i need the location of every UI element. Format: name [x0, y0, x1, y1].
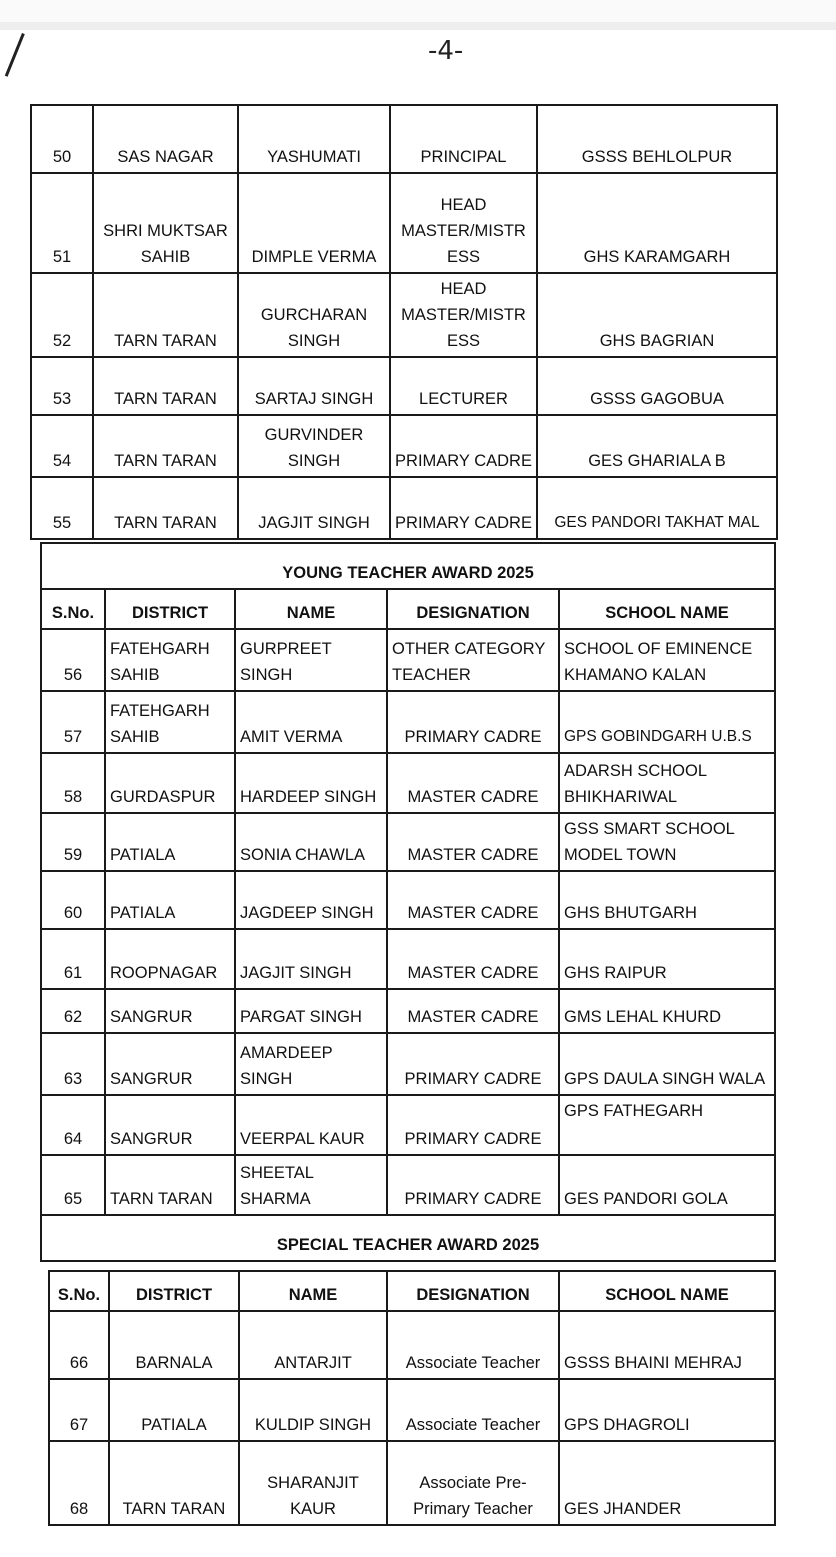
table-row [41, 629, 775, 691]
cell-district: SANGRUR [105, 1033, 235, 1095]
table-body [49, 1271, 775, 1525]
cell-designation: PRIMARY CADRE [390, 477, 537, 539]
cell-school: GMS LEHAL KHURD [559, 989, 775, 1033]
cell-sno: 58 [41, 753, 105, 813]
cell-name: GURVINDER SINGH [238, 415, 390, 477]
table-body [41, 543, 775, 1261]
cell-name: YASHUMATI [238, 105, 390, 173]
cell-school: GES JHANDER [559, 1441, 775, 1525]
cell-sno: 51 [31, 173, 93, 273]
header-name: NAME [235, 589, 387, 629]
cell-district: ROOPNAGAR [105, 929, 235, 989]
header-row [41, 589, 775, 629]
cell-district: PATIALA [109, 1379, 239, 1441]
cell-school: GHS RAIPUR [559, 929, 775, 989]
cell-district: SAS NAGAR [93, 105, 238, 173]
cell-district: GURDASPUR [105, 753, 235, 813]
cell-designation: Associate Teacher [387, 1311, 559, 1379]
cell-sno: 68 [49, 1441, 109, 1525]
cell-sno: 59 [41, 813, 105, 871]
table-row [31, 357, 777, 415]
cell-sno: 64 [41, 1095, 105, 1155]
table-row [41, 929, 775, 989]
cell-sno: 55 [31, 477, 93, 539]
cell-school: GPS FATHEGARH [559, 1095, 775, 1155]
cell-district: TARN TARAN [93, 357, 238, 415]
cell-school: GES PANDORI GOLA [559, 1155, 775, 1215]
cell-designation: PRIMARY CADRE [387, 691, 559, 753]
top-bar [0, 0, 836, 22]
table-row [41, 691, 775, 753]
cell-designation: HEAD MASTER/MISTR ESS [390, 273, 537, 357]
cell-school: GSS SMART SCHOOL MODEL TOWN [559, 813, 775, 871]
cell-school: GHS BAGRIAN [537, 273, 777, 357]
table-row [49, 1311, 775, 1379]
cell-district: SHRI MUKTSAR SAHIB [93, 173, 238, 273]
cell-district: FATEHGARH SAHIB [105, 629, 235, 691]
page-number: -4- [428, 36, 464, 66]
cell-school: GPS DHAGROLI [559, 1379, 775, 1441]
cell-designation: MASTER CADRE [387, 871, 559, 929]
header-district: DISTRICT [109, 1271, 239, 1311]
table-row [41, 1095, 775, 1155]
cell-name: VEERPAL KAUR [235, 1095, 387, 1155]
cell-name: GURCHARAN SINGH [238, 273, 390, 357]
header-row [49, 1271, 775, 1311]
cell-designation: LECTURER [390, 357, 537, 415]
cell-designation: PRIMARY CADRE [387, 1095, 559, 1155]
cell-school: GSSS BEHLOLPUR [537, 105, 777, 173]
cell-sno: 53 [31, 357, 93, 415]
header-district: DISTRICT [105, 589, 235, 629]
cell-name: JAGJIT SINGH [238, 477, 390, 539]
young-teacher-award-table [40, 542, 776, 1262]
cell-sno: 61 [41, 929, 105, 989]
cell-sno: 50 [31, 105, 93, 173]
cell-designation: OTHER CATEGORY TEACHER [387, 629, 559, 691]
cell-sno: 57 [41, 691, 105, 753]
cell-sno: 65 [41, 1155, 105, 1215]
header-sno: S.No. [49, 1271, 109, 1311]
cell-designation: MASTER CADRE [387, 989, 559, 1033]
cell-sno: 52 [31, 273, 93, 357]
cell-designation: PRIMARY CADRE [390, 415, 537, 477]
cell-name: DIMPLE VERMA [238, 173, 390, 273]
cell-sno: 66 [49, 1311, 109, 1379]
table-row [31, 477, 777, 539]
table-row [31, 105, 777, 173]
cell-name: SONIA CHAWLA [235, 813, 387, 871]
cell-district: PATIALA [105, 813, 235, 871]
table-row [41, 753, 775, 813]
cell-district: TARN TARAN [109, 1441, 239, 1525]
special-teacher-award-table [48, 1270, 776, 1526]
cell-district: TARN TARAN [93, 273, 238, 357]
cell-name: ANTARJIT [239, 1311, 387, 1379]
cell-school: SCHOOL OF EMINENCE KHAMANO KALAN [559, 629, 775, 691]
cell-school: GHS BHUTGARH [559, 871, 775, 929]
cell-designation: PRIMARY CADRE [387, 1033, 559, 1095]
cell-name: KULDIP SINGH [239, 1379, 387, 1441]
header-designation: DESIGNATION [387, 589, 559, 629]
cell-school: GES GHARIALA B [537, 415, 777, 477]
cell-name: AMIT VERMA [235, 691, 387, 753]
cell-sno: 62 [41, 989, 105, 1033]
margin-pen-mark [5, 33, 25, 77]
cell-designation: MASTER CADRE [387, 813, 559, 871]
table-row [31, 415, 777, 477]
cell-name: PARGAT SINGH [235, 989, 387, 1033]
cell-district: TARN TARAN [93, 477, 238, 539]
cell-school: GHS KARAMGARH [537, 173, 777, 273]
cell-designation: HEAD MASTER/MISTR ESS [390, 173, 537, 273]
cell-name: JAGJIT SINGH [235, 929, 387, 989]
table-row [41, 1155, 775, 1215]
cell-sno: 63 [41, 1033, 105, 1095]
table-row [49, 1441, 775, 1525]
cell-school: GPS GOBINDGARH U.B.S [559, 691, 775, 753]
cell-name: SHEETAL SHARMA [235, 1155, 387, 1215]
cell-school: GSSS BHAINI MEHRAJ [559, 1311, 775, 1379]
cell-school: GSSS GAGOBUA [537, 357, 777, 415]
cell-school: GPS DAULA SINGH WALA [559, 1033, 775, 1095]
table-row [41, 989, 775, 1033]
cell-name: GURPREET SINGH [235, 629, 387, 691]
cell-district: FATEHGARH SAHIB [105, 691, 235, 753]
cell-sno: 54 [31, 415, 93, 477]
table-row [41, 1033, 775, 1095]
cell-district: SANGRUR [105, 989, 235, 1033]
cell-school: GES PANDORI TAKHAT MAL [537, 477, 777, 539]
cell-designation: MASTER CADRE [387, 929, 559, 989]
award-title-row [41, 1215, 775, 1261]
award-title-row [41, 543, 775, 589]
award-title: SPECIAL TEACHER AWARD 2025 [41, 1215, 775, 1261]
cell-designation: PRIMARY CADRE [387, 1155, 559, 1215]
header-sno: S.No. [41, 589, 105, 629]
cell-name: JAGDEEP SINGH [235, 871, 387, 929]
table-row [41, 871, 775, 929]
table-body [31, 105, 777, 539]
table-row [49, 1379, 775, 1441]
cell-name: SHARANJIT KAUR [239, 1441, 387, 1525]
cell-name: HARDEEP SINGH [235, 753, 387, 813]
cell-designation: PRINCIPAL [390, 105, 537, 173]
award-title: YOUNG TEACHER AWARD 2025 [41, 543, 775, 589]
cell-school: ADARSH SCHOOL BHIKHARIWAL [559, 753, 775, 813]
cell-district: PATIALA [105, 871, 235, 929]
table-row [31, 173, 777, 273]
cell-name: SARTAJ SINGH [238, 357, 390, 415]
header-school: SCHOOL NAME [559, 1271, 775, 1311]
header-name: NAME [239, 1271, 387, 1311]
table-row [41, 813, 775, 871]
cell-district: SANGRUR [105, 1095, 235, 1155]
cell-sno: 67 [49, 1379, 109, 1441]
header-school: SCHOOL NAME [559, 589, 775, 629]
cell-designation: Associate Pre-Primary Teacher [387, 1441, 559, 1525]
cell-sno: 56 [41, 629, 105, 691]
cell-name: AMARDEEP SINGH [235, 1033, 387, 1095]
cell-designation: Associate Teacher [387, 1379, 559, 1441]
cell-district: BARNALA [109, 1311, 239, 1379]
cell-designation: MASTER CADRE [387, 753, 559, 813]
award-table-continued [30, 104, 778, 540]
table-row [31, 273, 777, 357]
header-designation: DESIGNATION [387, 1271, 559, 1311]
cell-district: TARN TARAN [105, 1155, 235, 1215]
cell-sno: 60 [41, 871, 105, 929]
cell-district: TARN TARAN [93, 415, 238, 477]
top-bar-shadow [0, 22, 836, 30]
